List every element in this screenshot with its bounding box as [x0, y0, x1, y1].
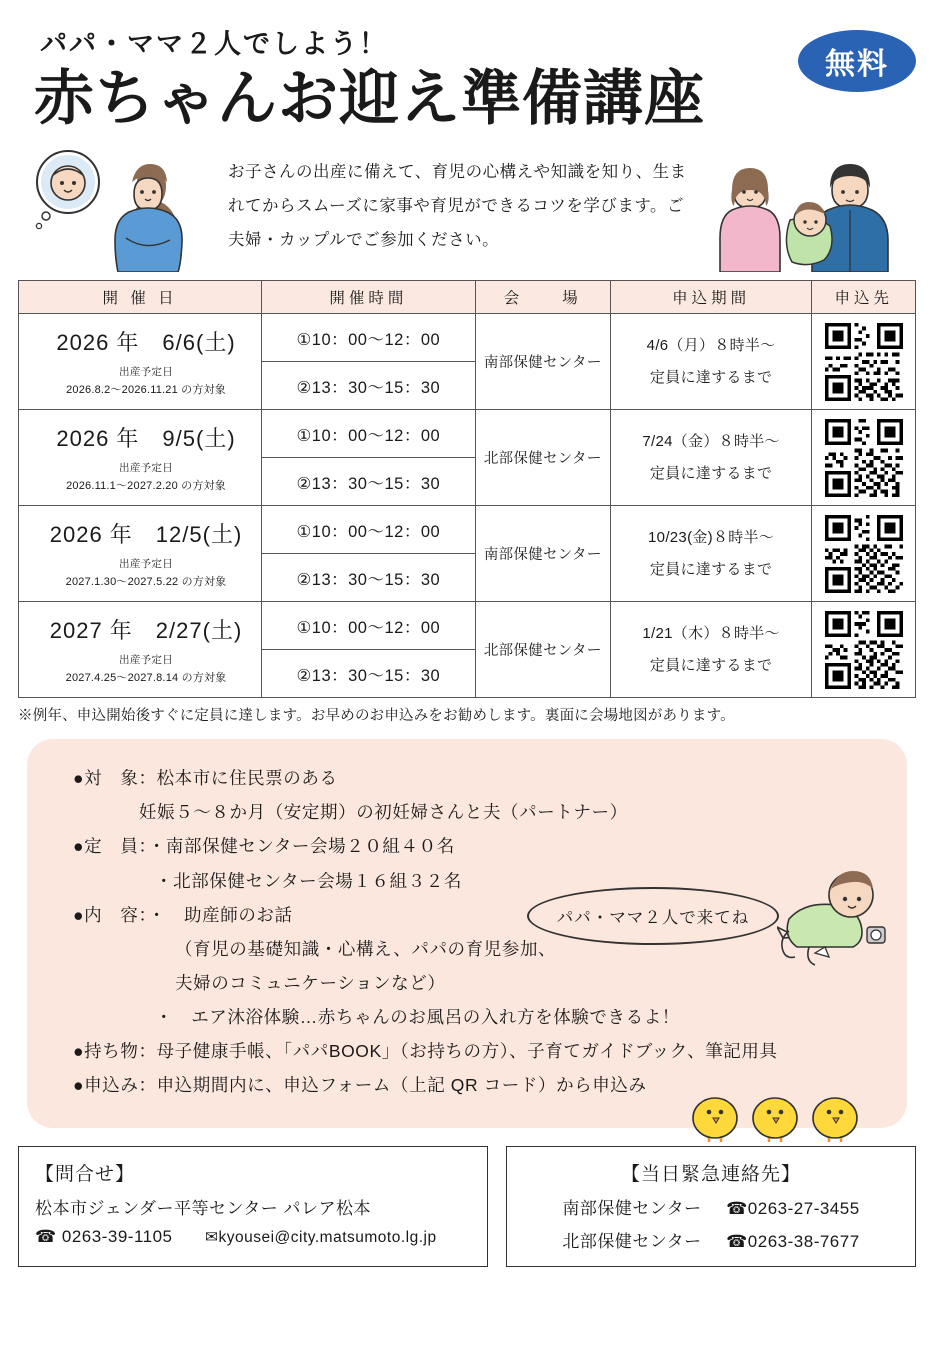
cell-date [19, 506, 262, 602]
table-row [19, 314, 916, 362]
table-row [19, 410, 916, 458]
cell-qr[interactable] [812, 314, 916, 410]
detail-line: 妊娠５～８か月（安定期）の初妊婦さんと夫（パートナー） [139, 802, 628, 823]
contact-tel-mail [35, 1227, 471, 1247]
apply-line-2: 定員に達するまで [649, 368, 773, 386]
apply-line-1: 10/23(金)８時半～ [648, 529, 775, 547]
emergency-name-2: 北部保健センター [562, 1232, 702, 1252]
schedule-table [18, 280, 916, 698]
detail-line: ●持ち物：母子健康手帳、「パパBOOK」（お持ちの方）、子育てガイドブック、筆記用具 [73, 1041, 778, 1062]
contact-title: 【問合せ】 [35, 1164, 136, 1186]
due-label: 出産予定日 [119, 462, 174, 475]
family-illustration [712, 142, 912, 272]
cell-time-1: ①10：00～12：00 [262, 314, 476, 362]
crawling-baby-illustration [759, 861, 889, 973]
due-label: 出産予定日 [119, 654, 174, 667]
contact-mail[interactable]: ✉kyousei@city.matsumoto.lg.jp [204, 1229, 437, 1247]
emergency-line-1 [523, 1194, 899, 1219]
apply-line-2: 定員に達するまで [649, 560, 773, 578]
table-row [19, 602, 916, 650]
table-note: ※例年、申込開始後すぐに定員に達します。お早めのお申込みをお勧めします。裏面に会場地図があります。 [18, 708, 735, 725]
page-title: 赤ちゃんお迎え準備講座 [34, 65, 705, 132]
speech-bubble: パパ・ママ２人で来てね [527, 887, 779, 945]
due-range: 2027.4.25～2027.8.14 の方対象 [65, 672, 227, 685]
apply-line-1: 7/24（金）８時半～ [642, 433, 780, 451]
detail-line: ●対 象：松本市に住民票のある [73, 768, 338, 789]
detail-line: ●内 容：・ 助産師のお話 [73, 904, 293, 925]
detail-line: ・北部保健センター会場１６組３２名 [155, 870, 462, 891]
due-label: 出産予定日 [119, 558, 174, 571]
apply-line-2: 定員に達するまで [649, 464, 773, 482]
apply-line-2: 定員に達するまで [649, 656, 773, 674]
date-main: 2026 年 9/5(土) [56, 426, 236, 452]
contact-org: 松本市ジェンダー平等センター パレア松本 [35, 1199, 372, 1219]
chicks-illustration [687, 1086, 877, 1142]
free-badge: 無料 [798, 30, 916, 92]
date-main: 2026 年 12/5(土) [49, 522, 243, 548]
cell-apply-period [610, 506, 812, 602]
detail-line: （育児の基礎知識・心構え、パパの育児参加、 [175, 938, 557, 959]
cell-date [19, 410, 262, 506]
qr-code-icon[interactable] [825, 323, 903, 401]
qr-code-icon[interactable] [825, 419, 903, 497]
footer [18, 1146, 916, 1267]
cell-place: 南部保健センター [475, 506, 610, 602]
cell-qr[interactable] [812, 410, 916, 506]
header-apply-period: 申込期間 [610, 281, 812, 314]
detail-line: ・ エア沐浴体験…赤ちゃんのお風呂の入れ方を体験できるよ！ [155, 1007, 680, 1028]
cell-date [19, 602, 262, 698]
intro-row [18, 142, 916, 274]
emergency-line-2 [523, 1227, 899, 1252]
cell-apply-period [610, 602, 812, 698]
details-panel [27, 739, 907, 1128]
cell-time-2: ②13：30～15：30 [262, 650, 476, 698]
due-label: 出産予定日 [119, 366, 174, 379]
header-apply-to: 申込先 [812, 281, 916, 314]
cell-place: 北部保健センター [475, 602, 610, 698]
emergency-name-1: 南部保健センター [562, 1199, 702, 1219]
cell-time-1: ①10：00～12：00 [262, 410, 476, 458]
contact-tel: ☎ 0263-39-1105 [35, 1227, 173, 1247]
flyer-page [0, 22, 934, 1349]
detail-line: 夫婦のコミュニケーションなど） [175, 972, 446, 993]
cell-time-2: ②13：30～15：30 [262, 554, 476, 602]
date-main: 2027 年 2/27(土) [49, 618, 243, 644]
qr-code-icon[interactable] [825, 515, 903, 593]
emergency-tel-2: ☎0263-38-7677 [726, 1232, 860, 1252]
cell-time-1: ①10：00～12：00 [262, 506, 476, 554]
cell-qr[interactable] [812, 506, 916, 602]
due-range: 2026.8.2～2026.11.21 の方対象 [66, 384, 226, 397]
date-main: 2026 年 6/6(土) [56, 330, 236, 356]
detail-line: ●申込み：申込期間内に、申込フォーム（上記 QR コード）から申込み [73, 1075, 647, 1096]
kicker-text: パパ・ママ２人でしよう！ [40, 29, 388, 59]
due-range: 2026.11.1～2027.2.20 の方対象 [66, 480, 226, 493]
cell-place: 北部保健センター [475, 410, 610, 506]
cell-time-2: ②13：30～15：30 [262, 458, 476, 506]
header-place: 会 場 [475, 281, 610, 314]
cell-apply-period [610, 314, 812, 410]
pregnant-woman-illustration [26, 142, 216, 272]
emergency-title: 【当日緊急連絡先】 [620, 1164, 801, 1186]
cell-place: 南部保健センター [475, 314, 610, 410]
table-header-row [19, 281, 916, 314]
due-range: 2027.1.30～2027.5.22 の方対象 [65, 576, 227, 589]
apply-line-1: 4/6（月）８時半～ [646, 337, 776, 355]
contact-box [18, 1146, 488, 1267]
table-row [19, 506, 916, 554]
header-date: 開 催 日 [19, 281, 262, 314]
emergency-box [506, 1146, 916, 1267]
cell-apply-period [610, 410, 812, 506]
cell-qr[interactable] [812, 602, 916, 698]
header-time: 開催時間 [262, 281, 476, 314]
qr-code-icon[interactable] [825, 611, 903, 689]
cell-time-1: ①10：00～12：00 [262, 602, 476, 650]
cell-time-2: ②13：30～15：30 [262, 362, 476, 410]
detail-line: ●定 員：・南部保健センター会場２０組４０名 [73, 836, 455, 857]
intro-text: お子さんの出産に備えて、育児の心構えや知識を知り、生まれてからスムーズに家事や育児ができるコツを学びます。ご夫婦・カップルでご参加ください。 [228, 163, 687, 249]
emergency-tel-1: ☎0263-27-3455 [726, 1199, 860, 1219]
cell-date [19, 314, 262, 410]
apply-line-1: 1/21（木）８時半～ [642, 625, 780, 643]
